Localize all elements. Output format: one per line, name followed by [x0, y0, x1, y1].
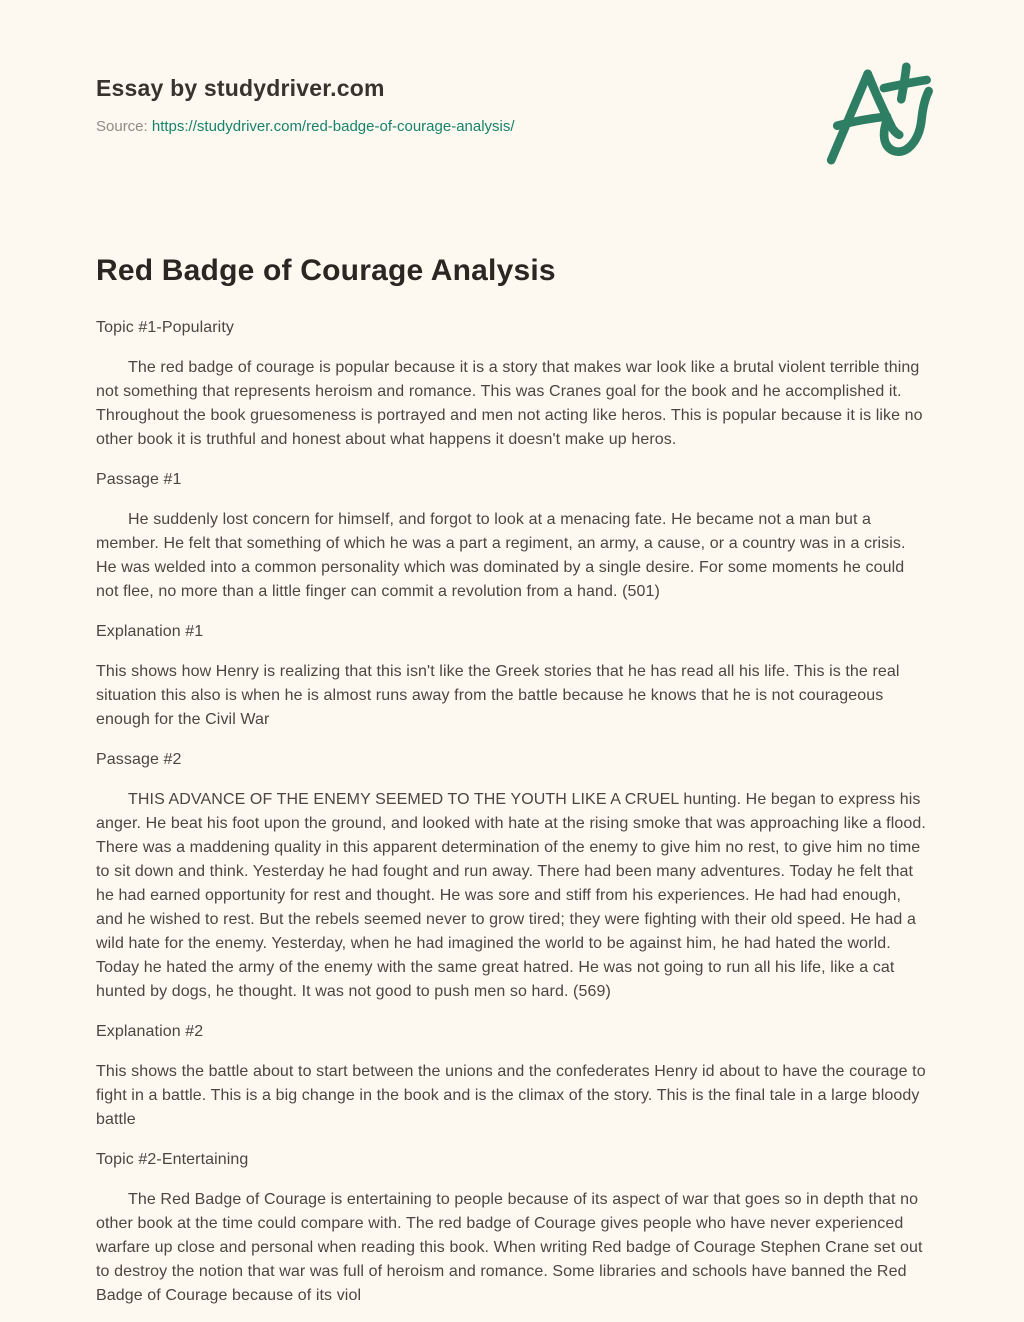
essay-main — [96, 252, 928, 1308]
essay-paragraph: He suddenly lost concern for himself, and forgot to look at a menacing fate. He became not a man but a member. He felt that something of which he was a part a regiment, an army, a cause, or a country was in a crisis. He was welded into a common personality which was dominated by a single desire. For some moments he could not flee, no more than a little finger can commit a revolution from a hand. (501) — [96, 511, 906, 600]
a-plus-logo-icon — [820, 60, 952, 170]
essay-title: Red Badge of Courage Analysis — [96, 254, 556, 287]
source-line — [96, 116, 928, 138]
essay-body — [96, 316, 928, 1308]
section-heading: Topic #2-Entertaining — [96, 1151, 249, 1168]
section-heading: Passage #1 — [96, 471, 182, 488]
source-label: Source: — [96, 118, 148, 135]
section-heading: Passage #2 — [96, 751, 182, 768]
essay-paragraph: THIS ADVANCE OF THE ENEMY SEEMED TO THE YOUTH LIKE A CRUEL hunting. He began to express his anger. He beat his foot upon the ground, and looked with hate at the rising smoke that was approaching like a flood. There was a maddening quality in this apparent determination of the enemy to give him no rest, to give him no time to sit down and think. Yesterday he had fought and run away. There had been many adventures. Today he felt that he had earned opportunity for rest and thought. He was sore and stiff from his experiences. He had had enough, and he wished to rest. But the rebels seemed never to grow tired; they were fighting with their old speed. He had a wild hate for the enemy. Yesterday, when he had imagined the world to be against him, he had hated the world. Today he hated the army of the enemy with the same great hatred. He was not going to run all his life, like a cat hunted by dogs, he thought. It was not good to push men so hard. (569) — [96, 791, 926, 1000]
section-heading: Topic #1-Popularity — [96, 319, 234, 336]
site-header-title: Essay by studydriver.com — [96, 75, 385, 101]
source-link[interactable]: https://studydriver.com/red-badge-of-courage-analysis/ — [151, 118, 515, 135]
essay-paragraph: This shows the battle about to start between the unions and the confederates Henry id about to have the courage to fight in a battle. This is a big change in the book and is the climax of the story. This is the final tale in a large bloody battle — [96, 1063, 926, 1128]
essay-paragraph: The Red Badge of Courage is entertaining to people because of its aspect of war that goes so in depth that no other book at the time could compare with. The red badge of Courage gives people who have never experienced warfare up close and personal when reading this book. When writing Red badge of Courage Stephen Crane set out to destroy the notion that war was full of heroism and romance. Some libraries and schools have banned the Red Badge of Courage because of its viol — [96, 1191, 923, 1304]
page-header — [96, 74, 928, 138]
essay-paragraph: This shows how Henry is realizing that this isn't like the Greek stories that he has read all his life. This is the real situation this also is when he is almost runs away from the battle because he knows that he is not courageous enough for the Civil War — [96, 663, 900, 728]
essay-paragraph: The red badge of courage is popular because it is a story that makes war look like a brutal violent terrible thing not something that represents heroism and romance. This was Cranes goal for the book and he accomplished it. Throughout the book gruesomeness is portrayed and men not acting like heros. This is popular because it is like no other book it is truthful and honest about what happens it doesn't make up heros. — [96, 359, 923, 448]
section-heading: Explanation #2 — [96, 1023, 204, 1040]
section-heading: Explanation #1 — [96, 623, 204, 640]
